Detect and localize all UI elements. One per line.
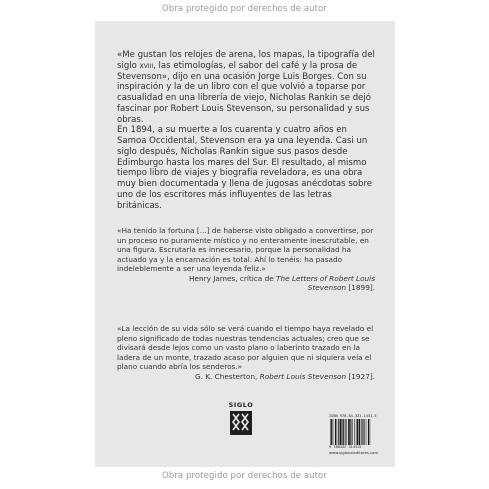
quote-text: «Ha tenido la fortuna [...] de haberse visto obligado a convertirse, por un proceso no puramente místico y no enteramente inescrutable, en una figura. Escrutarla es innecesario, porque la personalidad ha actuado ya y la encarnación es total. Ahí lo tenéis: ha pasado indeleblemente a ser una leyenda feliz.» [117,226,374,274]
barcode [329,419,387,445]
publisher-logo-mark [225,409,257,439]
blurb-paragraph-1 [117,50,379,125]
blurb-text-a: «Me gustan los relojes de arena, los mapas, la tipografía del siglo [117,50,375,71]
publisher-logo-word: SIGLO [228,401,254,409]
quote-work: The Letters of Robert Louis [276,273,375,283]
quote-work: Robert Louis Stevenson [259,371,347,381]
quote-year: [1899]. [346,283,375,293]
blurb [117,50,379,211]
quote-work-cont: Stevenson [307,283,347,293]
quote-author: Henry James, crítica de [188,273,277,283]
quote-henry-james [117,226,379,293]
publisher-logo [225,401,257,439]
barcode-digits: 9 788432 314315 [329,445,362,449]
blurb-paragraph-2: En 1894, a su muerte a los cuarenta y cuatro años en Samoa Occidental, Stevenson era ya una leyenda. Casi un siglo después, Nicholas Rankin sigue sus pasos desde Edimburgo hasta los mares del Sur. El resultado, al mismo tiempo libro de viajes y biografía reveladora, es una obra muy bien documentada y llena de jugosas anécdotas sobre uno de los escritores más influyentes de las letras británicas. [117,125,373,211]
isbn-label: ISBN 978-84-323-1431-5 [329,414,377,418]
quote-attribution [117,274,379,293]
quote-chesterton [117,324,379,381]
publisher-url: www.sigloxxieditores.com [329,450,379,455]
barcode-block [329,414,387,460]
quote-author: G. K. Chesterton, [194,371,260,381]
watermark-bottom: Obra protegido por derechos de autor [162,471,327,481]
watermark-top: Obra protegido por derechos de autor [162,4,327,14]
quote-year: [1927]. [346,371,375,381]
quote-attribution [117,372,379,382]
quote-text: «La lección de su vida sólo se verá cuando el tiempo haya revelado el pleno significado de todas nuestras tendencias actuales; creo que se divisará desde lejos como un vasto plano o laberinto trazado en la ladera de un monte, trazado acaso por alguien que ni siquiera veía el plano cuando abría los senderos.» [117,324,374,372]
blurb-text-b: , las etimologías, el sabor del café y la prosa de Stevenson», dijo en una ocasión Jorge Luis Borges. Con su inspiración y la de un libro con el que volvió a toparse por casualidad en una librería de viejo, Nicholas Rankin se dejó fascinar por Robert Louis Stevenson, su personalidad y sus obras. [117,60,371,125]
century-numeral: xviii [139,60,154,71]
